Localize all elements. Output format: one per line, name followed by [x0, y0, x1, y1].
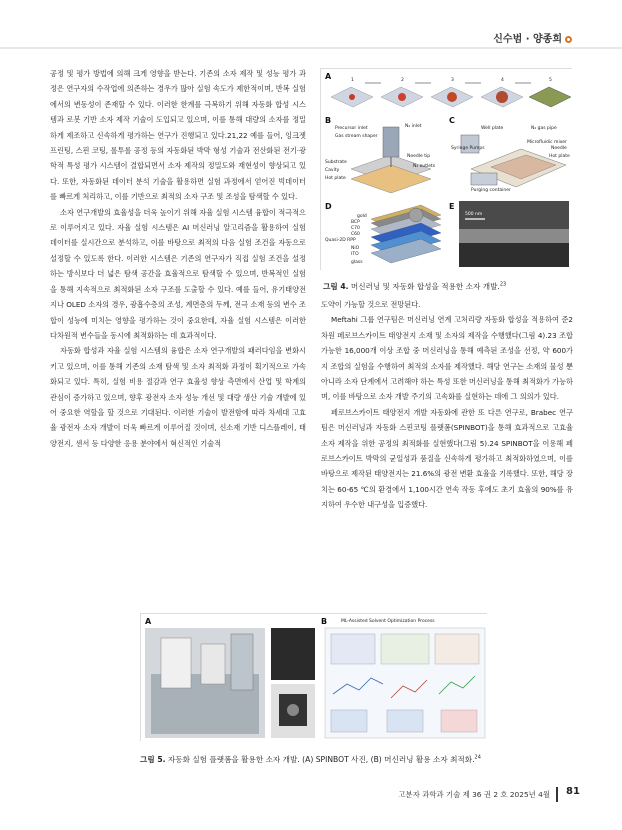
fig4-b-needle-tip: Needle tip [407, 154, 431, 159]
figure-4-caption [323, 281, 506, 292]
figure-4 [320, 68, 572, 270]
right-paragraph-2: Meftahi 그룹 연구팀은 머신러닝 연계 고처리량 자동화 합성을 적용하여 준2차원 페로브스카이트 태양전지 소재 및 소자의 제작을 수행했다(그림 4).23 조합 가능한 16,000개 이상 조합 중 머신러닝을 통해 예측된 조성을 선정, 약 600가지 조합의 실험을 수행하여 최적의 소자를 제작했다. 해당 연구는 소재의 물성 뿐 아니라 소자 단계에서 고려해야 하는 특성 또한 머신러닝을 통해 최적화가 가능하며, 이를 바탕으로 소자 개발 주기의 고속화를 실현하는 데에 그 의의가 있다. [321, 315, 573, 402]
header-divider [0, 47, 622, 49]
figure-5-caption-label: 그림 5. [140, 755, 166, 764]
fig5-label-a: A [145, 617, 152, 626]
fig4-c-microfluidic-mixer: Microfluidic mixer [527, 140, 567, 145]
fig4-step-2: 2 [401, 78, 404, 83]
fig4-step-1: 1 [351, 78, 354, 83]
fig4-label-b: B [325, 116, 332, 125]
fig4-step-5: 5 [549, 78, 552, 83]
left-paragraph-1: 공정 및 평가 방법에 의해 크게 영향을 받는다. 기존의 소자 제작 및 성능 평가 과정은 연구자의 수작업에 의존하는 경우가 많아 실험 속도가 제한적이며, 반복 실험에서의 변동성이 존재할 수 있다. 이러한 한계를 극복하기 위해 자동화 합성 시스템과 로봇 기반 소자 제작 기술이 도입되고 있으며, 이를 통해 대량의 소자를 정밀하게 제조하고 신속하게 평가하는 연구가 진행되고 있다.21,22 예를 들어, 잉크젯 프린팅, 스핀 코팅, 롤투롤 공정 등의 자동화된 박막 형성 기술과 전산화된 전기·광학적 특성 평가 시스템이 결합되면서 소자 제작의 정밀도와 재현성이 향상되고 있다. 또한, 자동화된 데이터 분석 기술을 활용하면 실험 과정에서 얻어진 빅데이터를 빠르게 처리하고, 이를 기반으로 최적의 소자 구조 및 조성을 탐색할 수 있다. [50, 69, 306, 202]
fig4-d-c60: C60 [351, 232, 360, 237]
header-circle-icon [565, 36, 572, 43]
figure-4-caption-label: 그림 4. [323, 282, 349, 291]
fig4-c-n2-gas-pipe: N₂ gas pipe [531, 126, 557, 131]
figure-5 [140, 613, 487, 741]
left-paragraph-3: 자동화 합성과 자율 실험 시스템의 융합은 소자 연구개발의 패러다임을 변화시키고 있으며, 이를 통해 기존의 소재 탐색 및 소자 최적화 과정이 획기적으로 가속화되고 있다. 특히, 실험 비용 절감과 연구 효율성 향상 측면에서 산업 및 학계의 관심이 증가하고 있으며, 향후 광전자 소자 성능 개선 및 대량 생산 기술 개발에 있어 중요한 역할을 할 것으로 기대된다. 이러한 기술이 발전함에 따라 차세대 고효율 광전자 소자 개발이 더욱 빠르게 이루어질 것이며, 신소재 기반 디스플레이, 태양전지, 센서 등 다양한 응용 분야에서 혁신적인 기술적 [50, 346, 306, 448]
fig4-d-bcp: BCP [351, 220, 360, 225]
fig4-b-n2-outlets: N₂ outlets [413, 164, 436, 169]
figure-4-caption-text: 머신러닝 및 자동화 합성을 적용한 소자 개발. [350, 282, 500, 291]
fig4-c-syringe-pumps: Syringe Pumps [451, 146, 485, 151]
fig4-label-a: A [325, 72, 332, 81]
fig4-step-4: 4 [501, 78, 504, 83]
fig5-b-title: ML-Assisted Solvent Optimization Process [341, 619, 435, 624]
fig4-c-well-plate: Well plate [481, 126, 504, 131]
left-paragraph-2: 소자 연구개발의 효율성을 더욱 높이기 위해 자율 실험 시스템 융합이 적극적으로 이루어지고 있다. 자율 실험 시스템은 AI 머신러닝 알고리즘을 활용하여 실험 데이터를 실시간으로 분석하고, 이를 바탕으로 최적의 다음 실험 조건을 자동으로 설정할 수 있도록 한다. 이러한 시스템은 기존의 연구자가 직접 실험 조건을 설정하는 방식보다 더 넓은 탐색 공간을 효율적으로 탐색할 수 있으며, 반복적인 실험을 통해 지속적으로 최적화된 소자 구조를 도출할 수 있다. 예를 들어, 유기태양전지나 OLED 소자의 경우, 광흡수층의 조성, 계면층의 두께, 전극 소재 등의 변수 조합이 성능에 미치는 영향을 평가하는 것이 중요한데, 자율 실험 시스템은 이러한 다차원적 변수들을 동시에 최적화하는 데 효과적이다. [50, 207, 306, 340]
figure-5-caption [140, 754, 481, 765]
fig4-c-needle: Needle [551, 146, 567, 151]
right-column [321, 297, 573, 513]
fig4-b-hot-plate: Hot plate [325, 176, 346, 181]
fig5-panel-b-workflow [325, 628, 485, 738]
fig4-panel-e-sem [459, 201, 569, 267]
fig4-e-scale-bar: 500 nm [465, 212, 483, 217]
fig4-d-quasi-2d: Quasi-2D RPP [325, 238, 356, 243]
right-paragraph-3: 페로브스카이트 태양전지 개발 자동화에 관한 또 다른 연구로, Brabec 연구팀은 머신러닝과 자동화 스핀코팅 플랫폼(SPINBOT)을 통해 효과적으로 고효율 소자 제작을 위한 공정의 최적화를 실현했다(그림 5).24 SPINBOT을 이용해 페로브스카이트 박막의 균일성과 품질을 신속하게 평가하고 최적화하였으며, 이를 바탕으로 제작된 태양전지는 21.6%의 광전 변환 효율을 기록했다. 또한, 해당 장치는 60-65 ℃의 환경에서 1,100시간 연속 작동 후에도 초기 효율의 90%를 유지하여 우수한 내구성을 입증했다. [321, 407, 573, 510]
fig4-b-n2-inlet: N₂ inlet [405, 124, 422, 129]
figure-4-graphic [321, 69, 573, 271]
fig4-d-nio: NiO [351, 246, 360, 251]
fig4-label-c: C [449, 116, 455, 125]
fig4-d-ito: ITO [351, 252, 359, 257]
footer-divider [556, 787, 558, 802]
author-text: 신수범 · 양종희 [493, 34, 562, 45]
fig4-d-gold: gold [357, 214, 367, 219]
figure-5-graphic [141, 614, 488, 742]
fig4-b-substrate: Substrate [325, 160, 347, 165]
fig4-b-gas-shaper: Gas stream shaper [335, 134, 378, 139]
fig5-label-b: B [321, 617, 328, 626]
fig4-b-cavity: Cavity [325, 168, 340, 173]
fig4-label-d: D [325, 202, 332, 211]
fig4-c-purging-container: Purging container [471, 188, 511, 193]
header-author [493, 30, 572, 45]
fig4-c-hot-plate: Hot plate [549, 154, 570, 159]
left-column [50, 66, 306, 451]
fig4-b-precursor-inlet: Precursor inlet [335, 126, 368, 131]
fig4-d-glass: glass [351, 260, 363, 265]
footer-journal: 고분자 과학과 기술 제 36 권 2 호 2025년 4월 [398, 790, 550, 799]
fig4-step-3: 3 [451, 78, 454, 83]
figure-4-caption-ref: 23 [499, 281, 507, 288]
fig4-d-c70: C70 [351, 226, 360, 231]
right-paragraph-1: 도약이 가능할 것으로 전망된다. [321, 300, 421, 309]
figure-5-caption-text: 자동화 실험 플랫폼을 활용한 소자 개발. (A) SPINBOT 사진, (B) 머신러닝 활용 소자 최적화. [167, 755, 475, 764]
fig4-label-e: E [449, 202, 455, 211]
page-number: 81 [566, 786, 580, 797]
figure-5-caption-ref: 24 [474, 754, 481, 761]
